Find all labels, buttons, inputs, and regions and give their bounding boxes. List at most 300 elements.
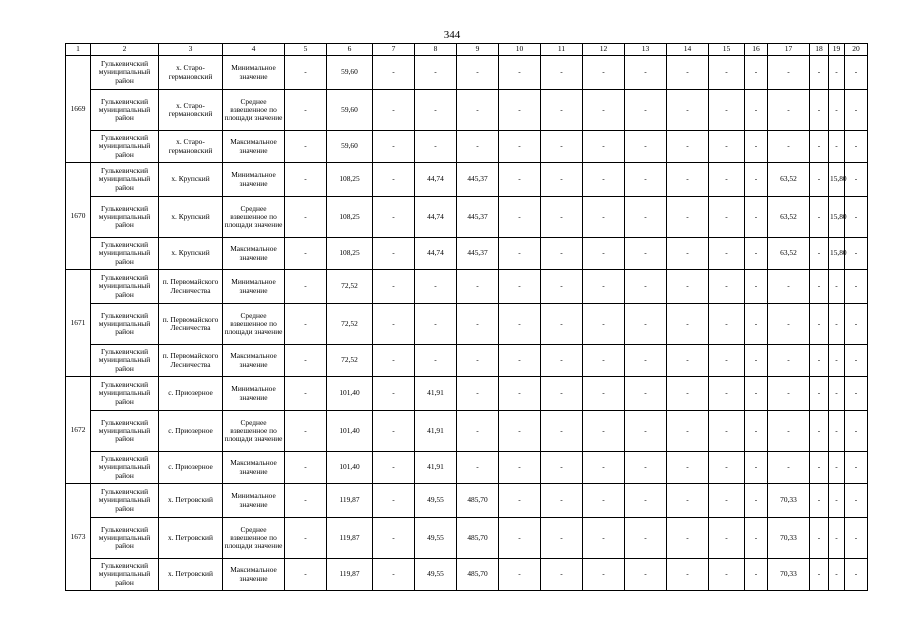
value-cell: - (625, 452, 667, 484)
value-cell: - (810, 484, 829, 518)
value-cell: - (845, 270, 868, 304)
district-cell: Гулькевичский муниципальный район (91, 238, 159, 270)
district-cell: Гулькевичский муниципальный район (91, 131, 159, 163)
value-cell: - (845, 452, 868, 484)
value-cell: - (768, 411, 810, 452)
column-number: 4 (223, 44, 285, 56)
value-cell: 49,55 (415, 484, 457, 518)
settlement-cell: п. Первомайского Лесничества (159, 304, 223, 345)
value-cell: - (709, 238, 745, 270)
value-cell: 59,60 (327, 56, 373, 90)
value-cell: - (415, 304, 457, 345)
table-row (66, 518, 868, 559)
value-cell: - (373, 518, 415, 559)
district-cell: Гулькевичский муниципальный район (91, 270, 159, 304)
value-cell: - (415, 131, 457, 163)
value-cell: - (583, 131, 625, 163)
value-cell: - (285, 56, 327, 90)
record-id: 1670 (66, 163, 91, 270)
settlement-cell: х. Крупский (159, 163, 223, 197)
settlement-cell: х. Старо-германовский (159, 90, 223, 131)
district-cell: Гулькевичский муниципальный район (91, 345, 159, 377)
value-cell: 41,91 (415, 377, 457, 411)
value-cell: 445,37 (457, 238, 499, 270)
value-cell: - (499, 411, 541, 452)
value-cell: - (285, 90, 327, 131)
value-cell: - (415, 90, 457, 131)
value-cell: - (541, 163, 583, 197)
district-cell: Гулькевичский муниципальный район (91, 484, 159, 518)
value-cell: - (745, 484, 768, 518)
value-cell: - (457, 304, 499, 345)
value-cell: - (667, 484, 709, 518)
value-cell: - (583, 452, 625, 484)
value-cell: - (667, 518, 709, 559)
value-cell: - (768, 345, 810, 377)
table-row (66, 377, 868, 411)
value-cell: - (541, 452, 583, 484)
table-row (66, 452, 868, 484)
column-number: 13 (625, 44, 667, 56)
value-cell: - (745, 56, 768, 90)
value-cell: - (845, 163, 868, 197)
value-cell: 49,55 (415, 518, 457, 559)
value-cell: - (667, 559, 709, 591)
value-cell: - (625, 411, 667, 452)
value-cell: - (667, 304, 709, 345)
value-cell: - (415, 270, 457, 304)
value-cell: - (709, 452, 745, 484)
value-cell: - (829, 56, 845, 90)
value-cell: - (667, 411, 709, 452)
indicator-cell: Минимальное значение (223, 484, 285, 518)
value-cell: - (829, 304, 845, 345)
value-cell: - (810, 238, 829, 270)
value-cell: - (583, 304, 625, 345)
column-number: 5 (285, 44, 327, 56)
value-cell: - (745, 377, 768, 411)
value-cell: - (457, 56, 499, 90)
table-row (66, 270, 868, 304)
value-cell: - (768, 90, 810, 131)
value-cell: - (541, 56, 583, 90)
value-cell: - (499, 484, 541, 518)
value-cell: - (457, 90, 499, 131)
value-cell: - (845, 90, 868, 131)
value-cell: - (457, 270, 499, 304)
value-cell: - (745, 518, 768, 559)
value-cell: 49,55 (415, 559, 457, 591)
value-cell: - (373, 238, 415, 270)
value-cell: - (810, 377, 829, 411)
value-cell: - (541, 345, 583, 377)
value-cell: 15,80 (829, 163, 845, 197)
value-cell: - (845, 518, 868, 559)
column-number: 15 (709, 44, 745, 56)
indicator-cell: Минимальное значение (223, 163, 285, 197)
value-cell: - (373, 197, 415, 238)
value-cell: 445,37 (457, 163, 499, 197)
column-number-row (66, 44, 868, 56)
value-cell: - (845, 131, 868, 163)
indicator-cell: Максимальное значение (223, 238, 285, 270)
value-cell: - (541, 377, 583, 411)
value-cell: 44,74 (415, 163, 457, 197)
value-cell: - (845, 411, 868, 452)
settlement-cell: х. Старо-германовский (159, 56, 223, 90)
value-cell: - (845, 238, 868, 270)
value-cell: 108,25 (327, 197, 373, 238)
value-cell: - (541, 484, 583, 518)
value-cell: - (667, 452, 709, 484)
value-cell: - (709, 559, 745, 591)
value-cell: - (285, 304, 327, 345)
value-cell: - (768, 131, 810, 163)
value-cell: - (709, 518, 745, 559)
value-cell: - (625, 56, 667, 90)
value-cell: - (810, 197, 829, 238)
value-cell: 70,33 (768, 518, 810, 559)
value-cell: - (829, 131, 845, 163)
indicator-cell: Среднее взвешенное по площади значение (223, 304, 285, 345)
settlement-cell: с. Приозерное (159, 377, 223, 411)
settlement-cell: х. Петровский (159, 559, 223, 591)
value-cell: - (625, 197, 667, 238)
value-cell: - (768, 56, 810, 90)
value-cell: - (457, 377, 499, 411)
settlement-cell: х. Крупский (159, 238, 223, 270)
value-cell: - (709, 377, 745, 411)
value-cell: - (285, 518, 327, 559)
value-cell: - (810, 559, 829, 591)
value-cell: - (829, 270, 845, 304)
settlement-cell: с. Приозерное (159, 452, 223, 484)
value-cell: - (709, 163, 745, 197)
value-cell: - (373, 163, 415, 197)
district-cell: Гулькевичский муниципальный район (91, 90, 159, 131)
value-cell: 70,33 (768, 559, 810, 591)
value-cell: - (625, 163, 667, 197)
settlement-cell: п. Первомайского Лесничества (159, 270, 223, 304)
value-cell: - (541, 131, 583, 163)
value-cell: - (829, 345, 845, 377)
value-cell: - (499, 559, 541, 591)
value-cell: - (745, 270, 768, 304)
value-cell: - (499, 518, 541, 559)
column-number: 17 (768, 44, 810, 56)
value-cell: - (667, 238, 709, 270)
record-id: 1671 (66, 270, 91, 377)
value-cell: - (285, 484, 327, 518)
value-cell: - (373, 304, 415, 345)
indicator-cell: Среднее взвешенное по площади значение (223, 411, 285, 452)
district-cell: Гулькевичский муниципальный район (91, 518, 159, 559)
value-cell: - (745, 197, 768, 238)
data-table (65, 43, 868, 591)
value-cell: - (541, 559, 583, 591)
value-cell: - (583, 238, 625, 270)
value-cell: - (625, 90, 667, 131)
indicator-cell: Минимальное значение (223, 377, 285, 411)
value-cell: - (810, 345, 829, 377)
value-cell: - (583, 518, 625, 559)
district-cell: Гулькевичский муниципальный район (91, 304, 159, 345)
value-cell: - (768, 270, 810, 304)
value-cell: - (499, 304, 541, 345)
value-cell: - (285, 131, 327, 163)
column-number: 1 (66, 44, 91, 56)
value-cell: - (625, 559, 667, 591)
value-cell: - (457, 452, 499, 484)
value-cell: 101,40 (327, 452, 373, 484)
value-cell: - (829, 90, 845, 131)
value-cell: 485,70 (457, 484, 499, 518)
value-cell: - (745, 345, 768, 377)
value-cell: - (745, 559, 768, 591)
value-cell: - (457, 345, 499, 377)
value-cell: - (845, 56, 868, 90)
value-cell: - (583, 90, 625, 131)
table-row (66, 197, 868, 238)
value-cell: 108,25 (327, 163, 373, 197)
value-cell: - (285, 163, 327, 197)
table-row (66, 411, 868, 452)
table-row (66, 163, 868, 197)
value-cell: - (373, 345, 415, 377)
value-cell: - (709, 484, 745, 518)
value-cell: - (810, 163, 829, 197)
value-cell: - (709, 197, 745, 238)
column-number: 2 (91, 44, 159, 56)
column-number: 7 (373, 44, 415, 56)
value-cell: 70,33 (768, 484, 810, 518)
value-cell: - (499, 377, 541, 411)
record-id: 1669 (66, 56, 91, 163)
value-cell: - (745, 131, 768, 163)
value-cell: - (709, 56, 745, 90)
value-cell: - (667, 197, 709, 238)
value-cell: - (499, 238, 541, 270)
value-cell: - (810, 304, 829, 345)
value-cell: - (541, 270, 583, 304)
value-cell: - (810, 90, 829, 131)
value-cell: - (373, 484, 415, 518)
settlement-cell: х. Петровский (159, 484, 223, 518)
value-cell: - (745, 238, 768, 270)
value-cell: - (810, 452, 829, 484)
value-cell: - (583, 484, 625, 518)
value-cell: 119,87 (327, 559, 373, 591)
value-cell: - (499, 56, 541, 90)
table-row (66, 304, 868, 345)
value-cell: 63,52 (768, 197, 810, 238)
value-cell: - (583, 377, 625, 411)
value-cell: - (625, 131, 667, 163)
indicator-cell: Максимальное значение (223, 452, 285, 484)
value-cell: - (667, 377, 709, 411)
value-cell: - (845, 197, 868, 238)
value-cell: - (541, 238, 583, 270)
value-cell: - (373, 452, 415, 484)
district-cell: Гулькевичский муниципальный район (91, 197, 159, 238)
value-cell: - (625, 304, 667, 345)
value-cell: - (810, 518, 829, 559)
value-cell: 119,87 (327, 484, 373, 518)
table-row (66, 559, 868, 591)
settlement-cell: х. Петровский (159, 518, 223, 559)
value-cell: - (667, 270, 709, 304)
column-number: 6 (327, 44, 373, 56)
value-cell: 44,74 (415, 197, 457, 238)
value-cell: - (667, 345, 709, 377)
value-cell: - (541, 304, 583, 345)
value-cell: - (845, 345, 868, 377)
value-cell: 485,70 (457, 518, 499, 559)
value-cell: 485,70 (457, 559, 499, 591)
value-cell: - (583, 270, 625, 304)
table-row (66, 56, 868, 90)
value-cell: - (373, 56, 415, 90)
value-cell: - (373, 377, 415, 411)
value-cell: 44,74 (415, 238, 457, 270)
value-cell: - (829, 411, 845, 452)
value-cell: - (709, 304, 745, 345)
value-cell: - (810, 270, 829, 304)
value-cell: - (810, 131, 829, 163)
value-cell: - (845, 377, 868, 411)
value-cell: - (625, 377, 667, 411)
value-cell: - (457, 131, 499, 163)
value-cell: 59,60 (327, 131, 373, 163)
value-cell: - (457, 411, 499, 452)
value-cell: - (768, 377, 810, 411)
value-cell: 445,37 (457, 197, 499, 238)
value-cell: - (625, 345, 667, 377)
value-cell: - (541, 518, 583, 559)
value-cell: - (373, 559, 415, 591)
value-cell: - (285, 270, 327, 304)
value-cell: - (667, 56, 709, 90)
value-cell: - (709, 90, 745, 131)
column-number: 11 (541, 44, 583, 56)
value-cell: - (499, 163, 541, 197)
district-cell: Гулькевичский муниципальный район (91, 56, 159, 90)
value-cell: - (373, 270, 415, 304)
value-cell: - (745, 452, 768, 484)
table-row (66, 345, 868, 377)
value-cell: 63,52 (768, 238, 810, 270)
indicator-cell: Минимальное значение (223, 270, 285, 304)
value-cell: 59,60 (327, 90, 373, 131)
indicator-cell: Среднее взвешенное по площади значение (223, 90, 285, 131)
value-cell: - (625, 518, 667, 559)
value-cell: - (810, 411, 829, 452)
value-cell: - (829, 559, 845, 591)
value-cell: - (745, 90, 768, 131)
value-cell: - (499, 345, 541, 377)
value-cell: - (373, 90, 415, 131)
value-cell: - (285, 559, 327, 591)
settlement-cell: п. Первомайского Лесничества (159, 345, 223, 377)
settlement-cell: с. Приозерное (159, 411, 223, 452)
value-cell: - (285, 452, 327, 484)
value-cell: - (829, 518, 845, 559)
district-cell: Гулькевичский муниципальный район (91, 411, 159, 452)
value-cell: - (541, 197, 583, 238)
value-cell: - (845, 559, 868, 591)
value-cell: - (829, 452, 845, 484)
value-cell: - (285, 238, 327, 270)
value-cell: 72,52 (327, 270, 373, 304)
value-cell: - (625, 484, 667, 518)
value-cell: - (829, 484, 845, 518)
value-cell: - (667, 90, 709, 131)
value-cell: - (285, 377, 327, 411)
column-number: 20 (845, 44, 868, 56)
value-cell: 72,52 (327, 345, 373, 377)
column-number: 12 (583, 44, 625, 56)
value-cell: 119,87 (327, 518, 373, 559)
indicator-cell: Среднее взвешенное по площади значение (223, 518, 285, 559)
value-cell: - (583, 197, 625, 238)
district-cell: Гулькевичский муниципальный район (91, 163, 159, 197)
value-cell: 15,80 (829, 197, 845, 238)
indicator-cell: Максимальное значение (223, 345, 285, 377)
page-number: 344 (443, 29, 461, 41)
column-number: 8 (415, 44, 457, 56)
value-cell: - (285, 411, 327, 452)
value-cell: - (415, 345, 457, 377)
value-cell: - (709, 131, 745, 163)
value-cell: - (285, 345, 327, 377)
table-row (66, 90, 868, 131)
value-cell: - (583, 163, 625, 197)
value-cell: - (745, 411, 768, 452)
district-cell: Гулькевичский муниципальный район (91, 377, 159, 411)
value-cell: 72,52 (327, 304, 373, 345)
value-cell: - (768, 452, 810, 484)
value-cell: - (709, 270, 745, 304)
value-cell: - (745, 304, 768, 345)
value-cell: - (625, 270, 667, 304)
value-cell: - (541, 90, 583, 131)
settlement-cell: х. Старо-германовский (159, 131, 223, 163)
column-number: 10 (499, 44, 541, 56)
value-cell: - (583, 411, 625, 452)
value-cell: - (285, 197, 327, 238)
district-cell: Гулькевичский муниципальный район (91, 452, 159, 484)
value-cell: - (829, 377, 845, 411)
value-cell: - (499, 131, 541, 163)
indicator-cell: Минимальное значение (223, 56, 285, 90)
value-cell: - (667, 163, 709, 197)
district-cell: Гулькевичский муниципальный район (91, 559, 159, 591)
value-cell: - (499, 90, 541, 131)
table-row (66, 484, 868, 518)
value-cell: 41,91 (415, 452, 457, 484)
value-cell: - (845, 484, 868, 518)
value-cell: - (499, 452, 541, 484)
column-number: 14 (667, 44, 709, 56)
table-row (66, 238, 868, 270)
column-number: 19 (829, 44, 845, 56)
value-cell: 63,52 (768, 163, 810, 197)
value-cell: - (625, 238, 667, 270)
value-cell: - (667, 131, 709, 163)
column-number: 18 (810, 44, 829, 56)
value-cell: 101,40 (327, 377, 373, 411)
indicator-cell: Среднее взвешенное по площади значение (223, 197, 285, 238)
